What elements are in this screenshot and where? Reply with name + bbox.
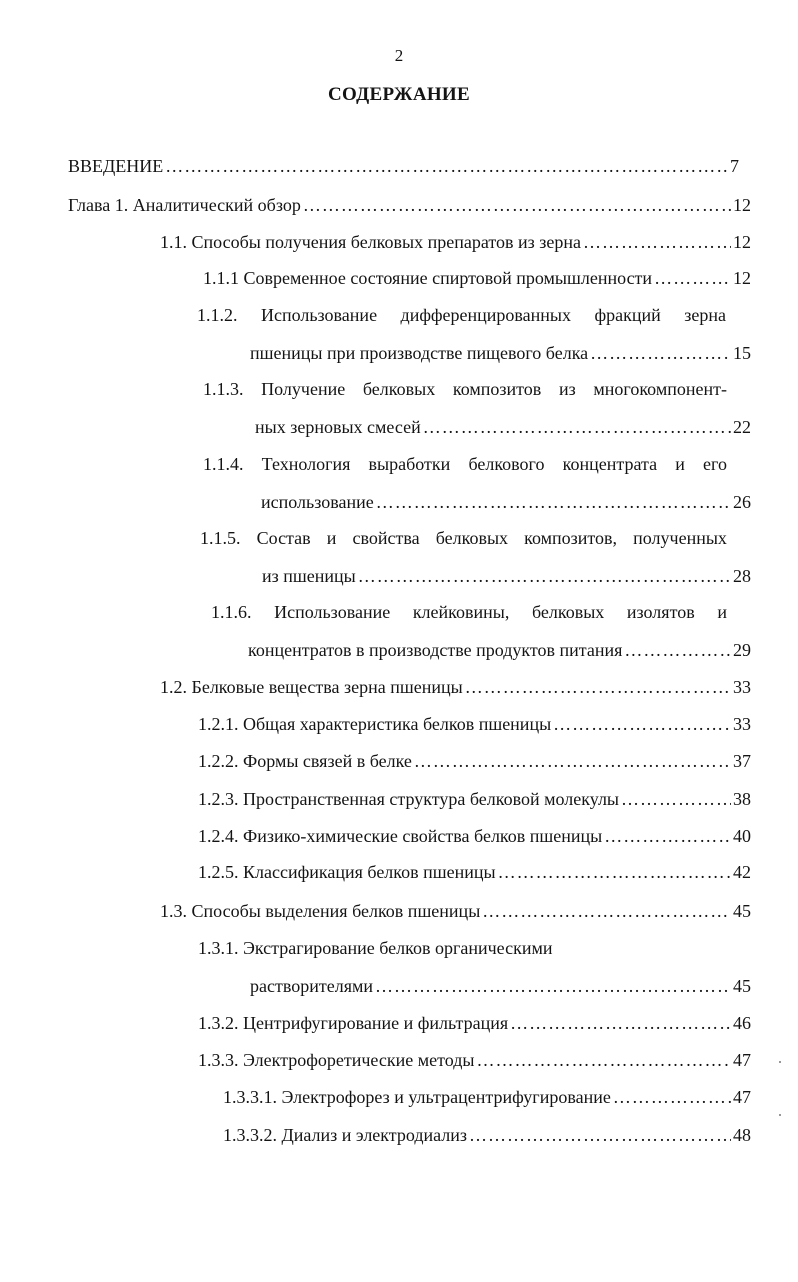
toc-page-number: 28 — [733, 566, 751, 586]
leader-dots — [590, 342, 731, 364]
toc-entry-1-2-3 — [198, 788, 751, 810]
toc-entry-continuation: из пшеницы — [262, 566, 356, 586]
leader-dots — [498, 861, 731, 883]
toc-page-number: 26 — [733, 492, 751, 512]
leader-dots — [423, 416, 731, 438]
toc-entry-continuation: концентратов в производстве продуктов питания — [248, 640, 623, 660]
toc-page-number: 12 — [733, 195, 751, 215]
toc-entry-text: 1.2. Белковые вещества зерна пшеницы — [160, 677, 463, 697]
toc-page-number: 7 — [730, 156, 739, 176]
toc-page-number: 12 — [733, 232, 751, 252]
toc-page-number: 46 — [733, 1013, 751, 1033]
toc-page-number: 15 — [733, 343, 751, 363]
toc-entry-1-1-5 — [200, 527, 751, 587]
toc-entry-text: 1.3.3.1. Электрофорез и ультрацентрифугирование — [223, 1087, 611, 1107]
toc-entry-1-3-3-2 — [223, 1124, 751, 1146]
leader-dots — [165, 155, 728, 177]
toc-entry-introduction — [68, 155, 751, 177]
page-title: СОДЕРЖАНИЕ — [328, 84, 470, 105]
toc-page-number: 48 — [733, 1125, 751, 1145]
toc-page-number: 42 — [733, 862, 751, 882]
leader-dots — [469, 1124, 731, 1146]
leader-dots — [376, 491, 731, 513]
toc-entry-1-2-1 — [198, 713, 751, 735]
toc-entry-text: 1.3.2. Центрифугирование и фильтрация — [198, 1013, 509, 1033]
toc-entry-1-1-4 — [203, 453, 751, 513]
toc-entry-text: 1.2.1. Общая характеристика белков пшеницы — [198, 714, 552, 734]
toc-entry-first-line: 1.1.3. Получение белковых композитов из многокомпонент- — [203, 379, 727, 399]
toc-entry-text: 1.1.1 Современное состояние спиртовой промышленности — [203, 268, 653, 288]
leader-dots — [414, 750, 731, 772]
toc-entry-first-line: 1.1.5. Состав и свойства белковых композитов, полученных — [200, 528, 727, 548]
toc-page-number: 47 — [733, 1050, 751, 1070]
toc-entry-first-line: 1.3.1. Экстрагирование белков органическими — [198, 938, 553, 958]
toc-entry-1-3-2 — [198, 1012, 751, 1034]
toc-page-number: 29 — [733, 640, 751, 660]
toc-entry-1-1-6 — [211, 601, 751, 661]
toc-entry-text: ВВЕДЕНИЕ — [68, 156, 164, 176]
toc-entry-first-line: 1.1.6. Использование клейковины, белковых изолятов и — [211, 602, 727, 622]
toc-entry-text: Глава 1. Аналитический обзор — [68, 195, 301, 215]
toc-entry-text: 1.3.3.2. Диализ и электродиализ — [223, 1125, 468, 1145]
toc-page-number: 33 — [733, 714, 751, 734]
toc-entry-continuation: ных зерновых смесей — [255, 417, 421, 437]
leader-dots — [613, 1086, 731, 1108]
leader-dots — [604, 825, 731, 847]
leader-dots — [553, 713, 731, 735]
toc-entry-1-3-3 — [198, 1049, 751, 1071]
toc-entry-chapter-1 — [68, 194, 751, 216]
scan-speck — [779, 1061, 781, 1063]
toc-entry-first-line: 1.1.4. Технология выработки белкового концентрата и его — [203, 454, 727, 474]
toc-entry-1-2-2 — [198, 750, 751, 772]
toc-page-number: 33 — [733, 677, 751, 697]
toc-entry-text: 1.2.2. Формы связей в белке — [198, 751, 412, 771]
leader-dots — [375, 975, 731, 997]
toc-entry-1-1 — [160, 231, 751, 253]
toc-entry-1-1-1 — [203, 267, 751, 289]
toc-page-number: 47 — [733, 1087, 751, 1107]
leader-dots — [465, 676, 731, 698]
toc-page-number: 22 — [733, 417, 751, 437]
toc-entry-first-line: 1.1.2. Использование дифференцированных фракций зерна — [197, 305, 726, 325]
leader-dots — [583, 231, 731, 253]
toc-entry-text: 1.3.3. Электрофоретические методы — [198, 1050, 475, 1070]
leader-dots — [624, 639, 731, 661]
toc-entry-text: 1.3. Способы выделения белков пшеницы — [160, 901, 481, 921]
toc-entry-1-2-4 — [198, 825, 751, 847]
toc-entry-1-1-2 — [197, 304, 751, 364]
toc-entry-1-3-3-1 — [223, 1086, 751, 1108]
toc-entry-text: 1.2.5. Классификация белков пшеницы — [198, 862, 496, 882]
toc-page-number: 45 — [733, 901, 751, 921]
toc-page-number: 12 — [733, 268, 751, 288]
toc-page-number: 45 — [733, 976, 751, 996]
leader-dots — [621, 788, 731, 810]
toc-entry-1-1-3 — [203, 378, 751, 438]
leader-dots — [358, 565, 731, 587]
toc-entry-continuation: растворителями — [250, 976, 373, 996]
toc-entry-text: 1.2.3. Пространственная структура белковой молекулы — [198, 789, 620, 809]
toc-entry-continuation: пшеницы при производстве пищевого белка — [250, 343, 589, 363]
toc-page-number: 37 — [733, 751, 751, 771]
toc-entry-text: 1.1. Способы получения белковых препаратов из зерна — [160, 232, 581, 252]
toc-page-number: 38 — [733, 789, 751, 809]
toc-entry-1-2 — [160, 676, 751, 698]
scan-speck — [779, 1114, 781, 1116]
leader-dots — [482, 900, 731, 922]
leader-dots — [476, 1049, 731, 1071]
leader-dots — [303, 194, 731, 216]
toc-page-number: 40 — [733, 826, 751, 846]
toc-entry-1-2-5 — [198, 861, 751, 883]
leader-dots — [654, 267, 731, 289]
toc-entry-text: 1.2.4. Физико-химические свойства белков пшеницы — [198, 826, 603, 846]
toc-entry-1-3 — [160, 900, 751, 922]
leader-dots — [510, 1012, 731, 1034]
toc-entry-continuation: использование — [261, 492, 374, 512]
toc-entry-1-3-1 — [198, 937, 751, 997]
page-number: 2 — [394, 46, 404, 65]
